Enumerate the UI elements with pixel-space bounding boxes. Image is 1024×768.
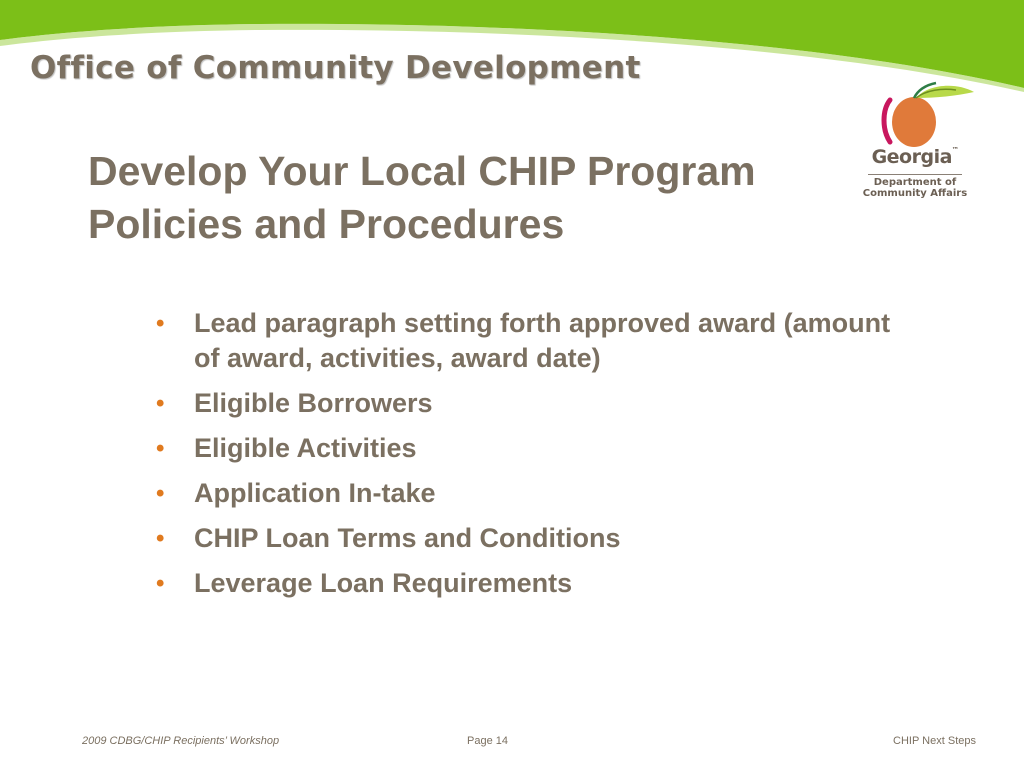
bullet-item: • Eligible Activities <box>156 431 916 466</box>
bullet-icon: • <box>156 525 165 552</box>
footer-section-label: CHIP Next Steps <box>893 735 976 747</box>
bullet-list <box>156 306 916 611</box>
bullet-icon: • <box>156 390 165 417</box>
bullet-item: • CHIP Loan Terms and Conditions <box>156 521 916 556</box>
footer-page-number: Page 14 <box>467 735 508 747</box>
bullet-icon: • <box>156 570 165 597</box>
slide-title-line-1: Develop Your Local CHIP Program <box>88 148 756 194</box>
bullet-icon: • <box>156 435 165 462</box>
bullet-item: • Lead paragraph setting forth approved award (amount of award, activities, award date) <box>156 308 891 373</box>
bullet-item: • Application In-take <box>156 476 916 511</box>
logo-georgia-text: Georgia™ <box>871 146 959 168</box>
footer-workshop-label: 2009 CDBG/CHIP Recipients’ Workshop <box>82 735 280 747</box>
office-title: Office of Community Development <box>30 50 641 86</box>
logo-divider <box>868 174 962 175</box>
peach-icon <box>876 80 980 150</box>
bullet-item: • Leverage Loan Requirements <box>156 566 916 601</box>
bullet-icon: • <box>156 480 165 507</box>
slide-title <box>88 145 848 251</box>
bullet-item: • Eligible Borrowers <box>156 386 916 421</box>
georgia-dca-logo <box>856 80 982 208</box>
logo-department-text: Department of Community Affairs <box>862 177 968 199</box>
bullet-icon: • <box>156 310 165 337</box>
slide-title-line-2: Policies and Procedures <box>88 201 565 247</box>
